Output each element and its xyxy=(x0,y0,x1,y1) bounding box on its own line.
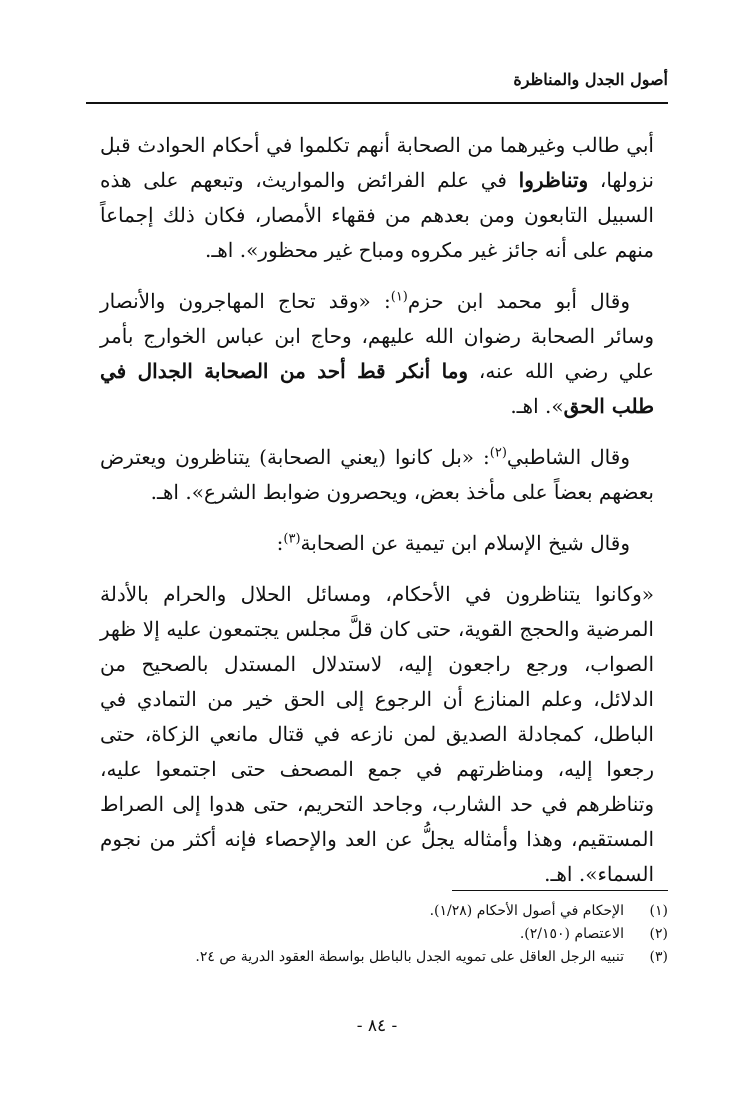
footnote-2 xyxy=(110,923,668,946)
footnote-ref-2: (٢) xyxy=(489,445,507,461)
footnote-ref-3: (٣) xyxy=(283,531,301,547)
header-rule xyxy=(86,102,668,104)
paragraph-2 xyxy=(100,284,654,424)
paragraph-4 xyxy=(100,526,654,561)
paragraph-2-text-a: وقال أبو محمد ابن حزم xyxy=(407,289,630,313)
paragraph-1 xyxy=(100,128,654,268)
footnote-ref-1: (١) xyxy=(390,289,408,305)
footnote-text: تنبيه الرجل العاقل على تمويه الجدل بالباطل بواسطة العقود الدرية ص ٢٤. xyxy=(195,949,624,965)
footnote-number: (١) xyxy=(649,903,668,919)
paragraph-4-text-a: وقال شيخ الإسلام ابن تيمية عن الصحابة xyxy=(300,531,630,555)
paragraph-2-text-b: : «وقد تحاج المهاجرون والأنصار وسائر الصحابة رضوان الله عليهم، وحاج ابن عباس الخوارج بأمر علي رضي الله عنه، xyxy=(100,289,654,383)
paragraph-4-text-b: : xyxy=(276,531,284,555)
running-title: أصول الجدل والمناظرة xyxy=(513,70,668,89)
footnote-1 xyxy=(110,900,668,923)
paragraph-1-bold: وتناظروا xyxy=(518,168,589,192)
footnote-number: (٣) xyxy=(649,949,668,965)
paragraph-3-text-a: وقال الشاطبي xyxy=(506,445,630,469)
paragraph-2-text-c: ». اهـ. xyxy=(510,394,564,418)
paragraph-2-bold: وما أنكر قط أحد من الصحابة الجدال في طلب الحق xyxy=(100,359,654,418)
footnote-rule xyxy=(452,890,668,891)
footnote-text: الإحكام في أصول الأحكام (١/٢٨). xyxy=(429,903,624,919)
footnote-number: (٢) xyxy=(649,926,668,942)
paragraph-3-text-b: : «بل كانوا (يعني الصحابة) يتناظرون ويعترض بعضهم بعضاً على مأخذ بعض، ويحصرون ضوابط الشرع». اهـ. xyxy=(100,445,654,504)
paragraph-3 xyxy=(100,440,654,510)
footnote-text: الاعتصام (٢/١٥٠). xyxy=(519,926,624,942)
body-text xyxy=(100,128,654,908)
quotation-paragraph: «وكانوا يتناظرون في الأحكام، ومسائل الحلال والحرام بالأدلة المرضية والحجج القوية، حتى كان قلَّ مجلس يجتمعون عليه إلا ظهر الصواب، ورجع راجعون إليه، لاستدلال المستدل بالصحيح من الدلائل، وعلم المنازع أن الرجوع إلى الحق خير من التمادي في الباطل، كمجادلة الصديق لمن نازعه في قتال مانعي الزكاة، حتى رجعوا إليه، ومناظرتهم في جمع المصحف حتى اجتمعوا عليه، وتناظرهم في حد الشارب، وجاحد التحريم، حتى هدوا إلى الصراط المستقيم، وهذا وأمثاله يجلُّ عن العد والإحصاء فإنه أكثر من نجوم السماء». اهـ. xyxy=(100,582,654,886)
paragraph-1-text-b: في علم الفرائض والمواريث، وتبعهم على هذه السبيل التابعون ومن بعدهم من فقهاء الأمصار، فكان ذلك إجماعاً منهم على أنه جائز غير مكروه ومباح غير محظور». اهـ. xyxy=(100,168,654,262)
footnotes xyxy=(110,900,668,969)
page-number: - ٨٤ - xyxy=(356,1016,398,1036)
footnote-3 xyxy=(110,946,668,969)
paragraph-1-text-a: أبي طالب وغيرهما من الصحابة أنهم تكلموا في أحكام الحوادث قبل نزولها، xyxy=(100,133,654,192)
